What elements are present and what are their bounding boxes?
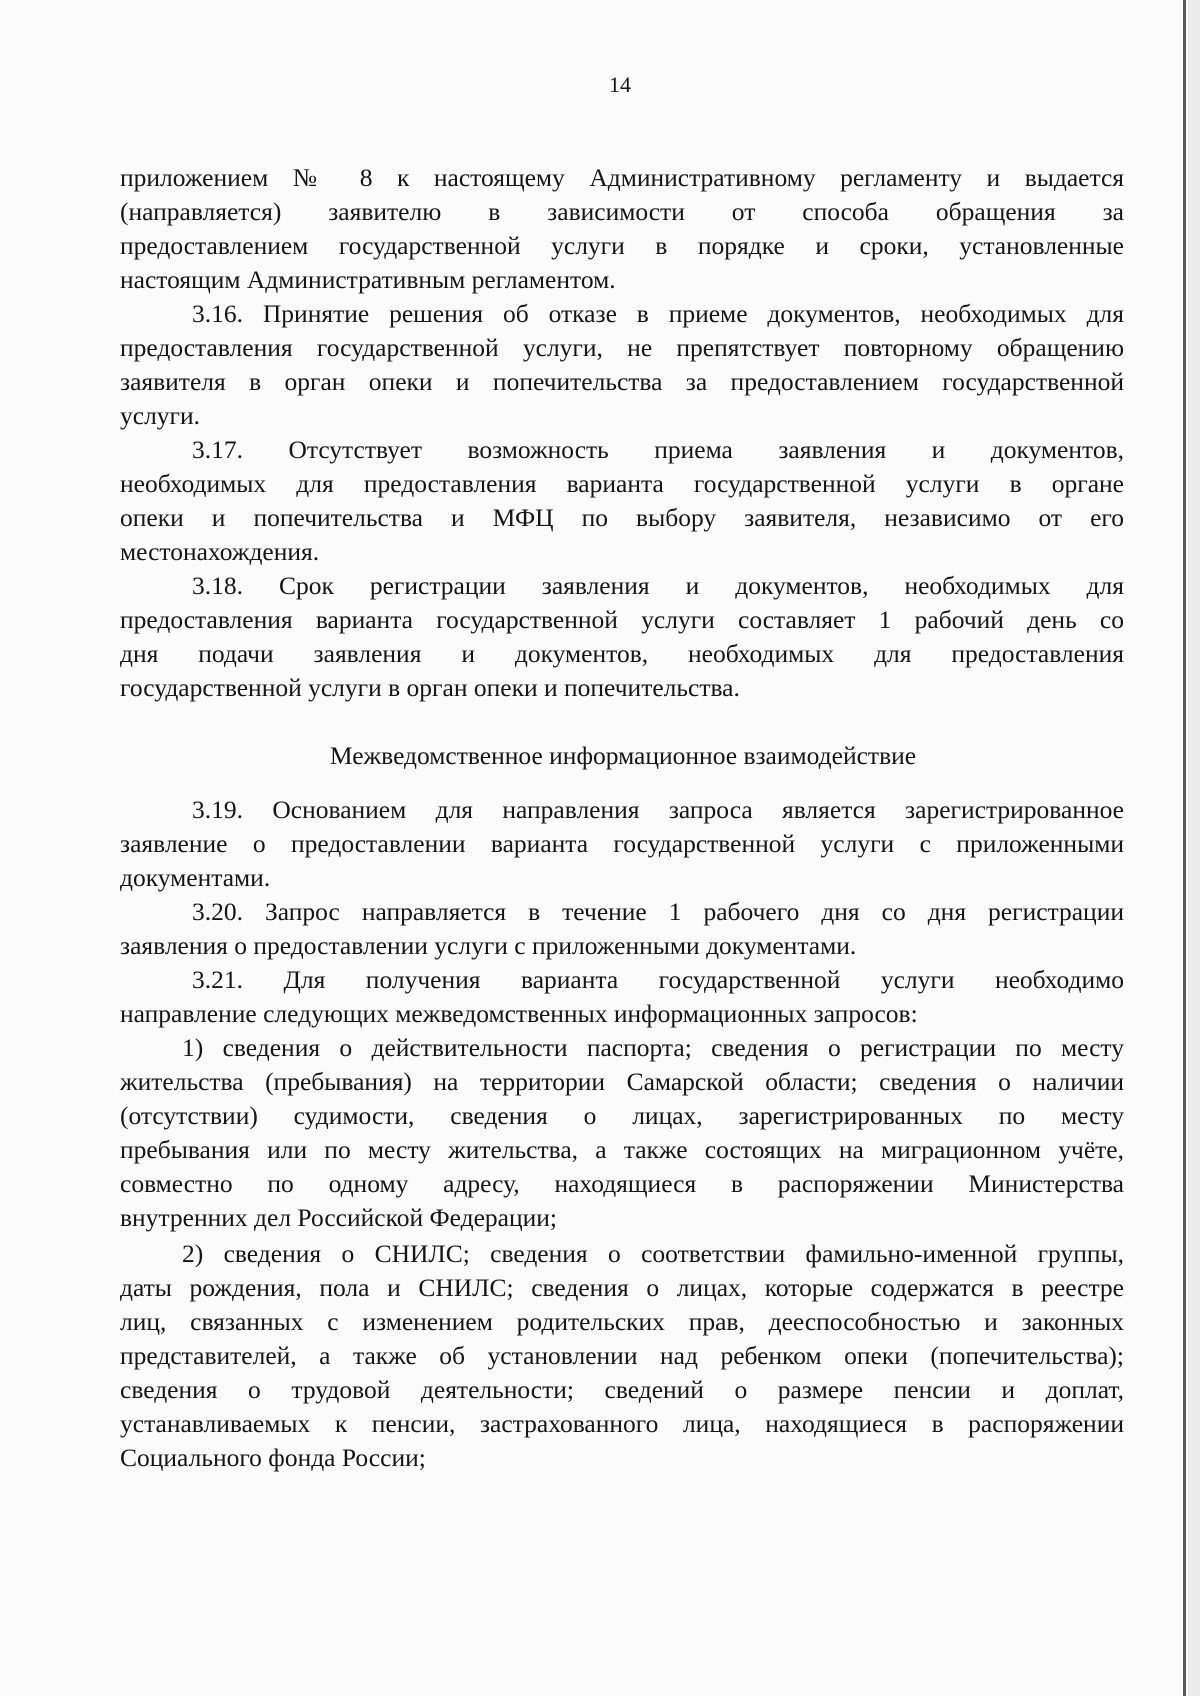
paragraph-3-18-line: государственной услуги в орган опеки и попечительства. <box>120 673 740 702</box>
paragraph-3-17-line: 3.17. Отсутствует возможность приема заявления и документов, <box>192 435 1124 464</box>
paragraph-3-16-line: 3.16. Принятие решения об отказе в приеме документов, необходимых для <box>192 299 1124 328</box>
paragraph-3-17-line: опеки и попечительства и МФЦ по выбору заявителя, независимо от его <box>120 503 1124 532</box>
paragraph-3-20-line: 3.20. Запрос направляется в течение 1 рабочего дня со дня регистрации <box>192 897 1124 926</box>
text-line: приложением № 8 к настоящему Административному регламенту и выдается <box>120 163 1124 192</box>
list-item-2-line: Социального фонда России; <box>120 1443 426 1472</box>
list-item-2-line: лиц, связанных с изменением родительских прав, дееспособностью и законных <box>120 1307 1124 1336</box>
list-item-1-line: жительства (пребывания) на территории Самарской области; сведения о наличии <box>120 1067 1124 1096</box>
paragraph-3-21-line: 3.21. Для получения варианта государственной услуги необходимо <box>192 965 1124 994</box>
list-item-1-line: совместно по одному адресу, находящиеся в распоряжении Министерства <box>120 1169 1124 1198</box>
list-item-2-line: представителей, а также об установлении над ребенком опеки (попечительства); <box>120 1341 1124 1370</box>
list-item-1-line: внутренних дел Российской Федерации; <box>120 1203 557 1232</box>
paragraph-3-16-line: предоставления государственной услуги, не препятствует повторному обращению <box>120 333 1124 362</box>
section-heading: Межведомственное информационное взаимодействие <box>329 741 917 770</box>
list-item-2-line: сведения о трудовой деятельности; сведений о размере пенсии и доплат, <box>120 1375 1124 1404</box>
paragraph-3-19-line: заявление о предоставлении варианта государственной услуги с приложенными <box>120 829 1124 858</box>
paragraph-3-21-line: направление следующих межведомственных информационных запросов: <box>120 999 918 1028</box>
paragraph-3-17-line: местонахождения. <box>120 537 320 566</box>
text-line: предоставлением государственной услуги в порядке и сроки, установленные <box>120 231 1124 260</box>
list-item-1-line: (отсутствии) судимости, сведения о лицах, зарегистрированных по месту <box>120 1101 1124 1130</box>
paragraph-3-18-line: 3.18. Срок регистрации заявления и документов, необходимых для <box>192 571 1124 600</box>
list-item-2-line: 2) сведения о СНИЛС; сведения о соответствии фамильно-именной группы, <box>182 1239 1124 1268</box>
list-item-2-line: даты рождения, пола и СНИЛС; сведения о лицах, которые содержатся в реестре <box>120 1273 1124 1302</box>
list-item-1-line: пребывания или по месту жительства, а также состоящих на миграционном учёте, <box>120 1135 1124 1164</box>
paragraph-3-18-line: дня подачи заявления и документов, необходимых для предоставления <box>120 639 1124 668</box>
scan-edge <box>1183 0 1186 1696</box>
paragraph-3-18-line: предоставления варианта государственной услуги составляет 1 рабочий день со <box>120 605 1124 634</box>
paragraph-3-19-line: 3.19. Основанием для направления запроса является зарегистрированное <box>192 795 1124 824</box>
list-item-2-line: устанавливаемых к пенсии, застрахованного лица, находящиеся в распоряжении <box>120 1409 1124 1438</box>
page-number: 14 <box>609 72 631 97</box>
paragraph-3-16-line: услуги. <box>120 401 201 430</box>
list-item-1-line: 1) сведения о действительности паспорта; сведения о регистрации по месту <box>182 1033 1124 1062</box>
paragraph-3-20-line: заявления о предоставлении услуги с приложенными документами. <box>120 931 857 960</box>
scan-margin <box>1188 0 1200 1696</box>
paragraph-3-19-line: документами. <box>120 863 271 892</box>
text-line: (направляется) заявителю в зависимости от способа обращения за <box>120 197 1124 226</box>
paragraph-3-17-line: необходимых для предоставления варианта государственной услуги в органе <box>120 469 1124 498</box>
text-line: настоящим Административным регламентом. <box>120 265 616 294</box>
paragraph-3-16-line: заявителя в орган опеки и попечительства за предоставлением государственной <box>120 367 1124 396</box>
